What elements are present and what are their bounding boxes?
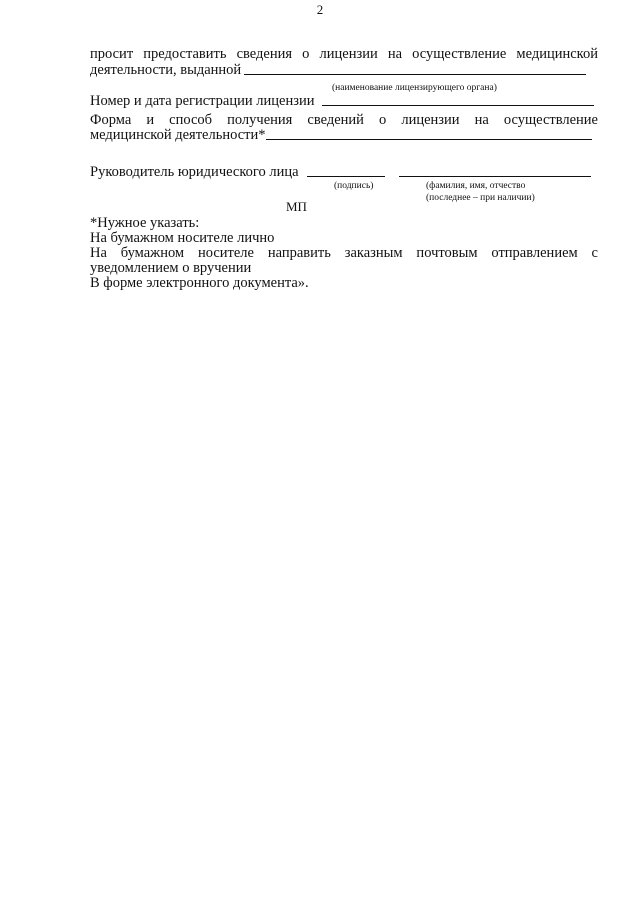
full-name-caption-2: (последнее – при наличии) [426,193,535,203]
signature-field [90,164,600,180]
registration-underline [322,105,594,106]
issuing-authority-underline [244,74,586,75]
registration-field [90,93,598,109]
request-line-1: просит предоставить сведения о лицензии на осуществление медицинской [90,46,598,62]
footnote-option-in-person: На бумажном носителе лично [90,230,275,246]
method-line-1: Форма и способ получения сведений о лицензии на осуществление [90,112,598,128]
signature-underline [307,176,385,177]
page-number: 2 [316,2,324,17]
issuing-authority-caption: (наименование лицензирующего органа) [332,83,497,93]
method-field [90,127,598,143]
footnote-option-electronic: В форме электронного документа». [90,275,309,291]
full-name-underline [399,176,591,177]
method-line-2: медицинской деятельности* [90,127,266,143]
footnote-option-mail-line-2: уведомлением о вручении [90,260,252,276]
full-name-caption-1: (фамилия, имя, отчество [426,181,526,191]
footnote-option-mail-line-1: На бумажном носителе направить заказным почтовым отправлением с [90,245,598,261]
signature-caption: (подпись) [334,181,374,191]
signature-label: Руководитель юридического лица [90,164,299,180]
registration-label: Номер и дата регистрации лицензии [90,93,315,109]
footnote-title: *Нужное указать: [90,215,200,231]
method-underline [266,139,592,140]
seal-mark: МП [286,199,307,214]
issuing-authority-field [90,62,598,78]
request-line-2: деятельности, выданной [90,62,242,78]
